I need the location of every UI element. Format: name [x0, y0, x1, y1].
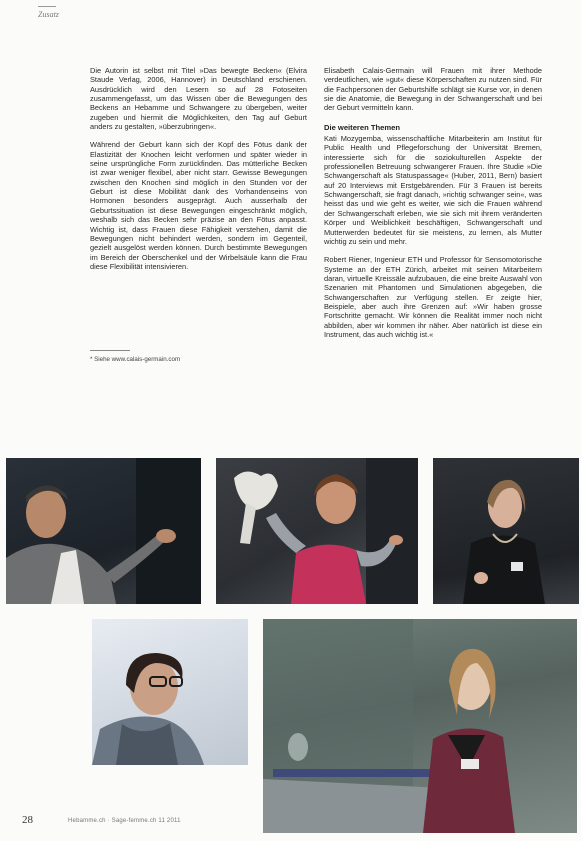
section-rubric: Zusatz — [38, 10, 59, 19]
paragraph: Robert Riener, Ingenieur ETH und Professor für Sensomotorische Systeme an der ETH Zürich, arbeitet mit seinen Mitarbeitern daran, virtuelle Kreissäle aufzubauen, die eine breite Auswahl von Szenarien mit Phantomen und Simulationen abgegeben, die Schwangerschaften zur Verfügung stellen. Er zeigte hier, Beispiele, aber auch ihre Grenzen auf: »Wir haben grosse Fortschritte gemacht. Wir können die Realität immer noch nicht abbilden, aber wir kommen ihr näher. Aber natürlich ist diese ein Instrument, das auch wichtig ist.« — [324, 255, 542, 339]
photo-speaker-woman-glasses — [92, 619, 248, 765]
photo-speaker-pelvis-model — [216, 458, 418, 604]
article-column-right — [324, 66, 542, 348]
photo-speaker-woman-microphone — [433, 458, 579, 604]
rubric-rule — [38, 6, 56, 7]
photo-speaker-woman-lectern — [263, 619, 577, 833]
footnote-rule — [90, 350, 130, 351]
running-footer: Hebamme.ch · Sage-femme.ch 11 2011 — [68, 818, 181, 824]
paragraph: Kati Mozygemba, wissenschaftliche Mitarbeiterin am Institut für Public Health und Pflegeforschung der Universität Bremen, interessierte sich für die soziokulturellen Aspekte der professionellen Betreuung schwangerer Frauen. Ihre Studie »Die Schwangerschaft als Statuspassage« (Huber, 2011, Bern) basiert auf 20 Interviews mit Erstgebärenden. Für 3 Frauen ist bereits Schwangerschaft, sie fragt danach, »richtig schwanger sein«, was heisst das und wie geht es weiter, wie sich die Frauen während der Schwangerschaft erleben, wie sie sich mit ihrem veränderten Körper und Weiblichkeit beschäftigen, Schwangerschaft und Mutterwerden bedeutet für sie meistens, zu lernen, als Mutter wichtig zu sein und mehr. — [324, 134, 542, 246]
article-column-left — [90, 66, 307, 280]
photo-speaker-man — [6, 458, 201, 604]
footnote: * Siehe www.calais-germain.com — [90, 356, 181, 363]
paragraph: Die Autorin ist selbst mit Titel »Das bewegte Becken« (Elvira Staude Verlag, 2006, Hannover) in Deutschland erschienen. Ausdrücklich wird den Lesern so auf 28 Fotoseiten zusammengefasst, um das Wissen über die Bewegungen des Beckens an Hebamme und Schwangere zu übergeben, weiter zugeben und hiermit die Möglichkeiten, den Tag auf Geburt anders zu gestalten, »überzubringen«. — [90, 66, 307, 132]
page-number: 28 — [22, 814, 33, 826]
section-heading: Die weiteren Themen — [324, 122, 400, 132]
paragraph: Während der Geburt kann sich der Kopf des Fötus dank der Elastizität der Knochen leicht verformen und später wieder in seine ursprüngliche Form zurückfinden. Das mütterliche Becken ist zwar weniger flexibel, aber nicht starr. Gewisse Bewegungen zwischen den Knochen sind möglich in den Stunden vor der Geburt ist diese Mobilität dank des Vorhandenseins von Hormonen besonders ausgeprägt. Auch ausserhalb der Geburtssituation ist diese Bewegungen eingeschränkt möglich, weshalb sich das Becken sehr präzise an den Fötus anpasst. Wichtig ist, dass Frauen diese Fähigkeit verstehen, damit die Bewegungen nicht behindert werden, sondern im Gegenteil, gezielt ausgelöst werden können. Durch bestimmte Bewegungen im Bereich der Oberschenkel und der Wirbelsäule kann die Frau diese Flexibilität intensivieren. — [90, 140, 307, 271]
paragraph: Elisabeth Calais-Germain will Frauen mit ihrer Methode verdeutlichen, wie »gut« diese Körperschaften zu nutzen sind. Für die Fachpersonen der Geburtshilfe schlägt sie Kurse vor, in denen sie die Anatomie, die Bewegung in der Schwangerschaft und bei der Geburt vermitteln kann. — [324, 66, 542, 113]
